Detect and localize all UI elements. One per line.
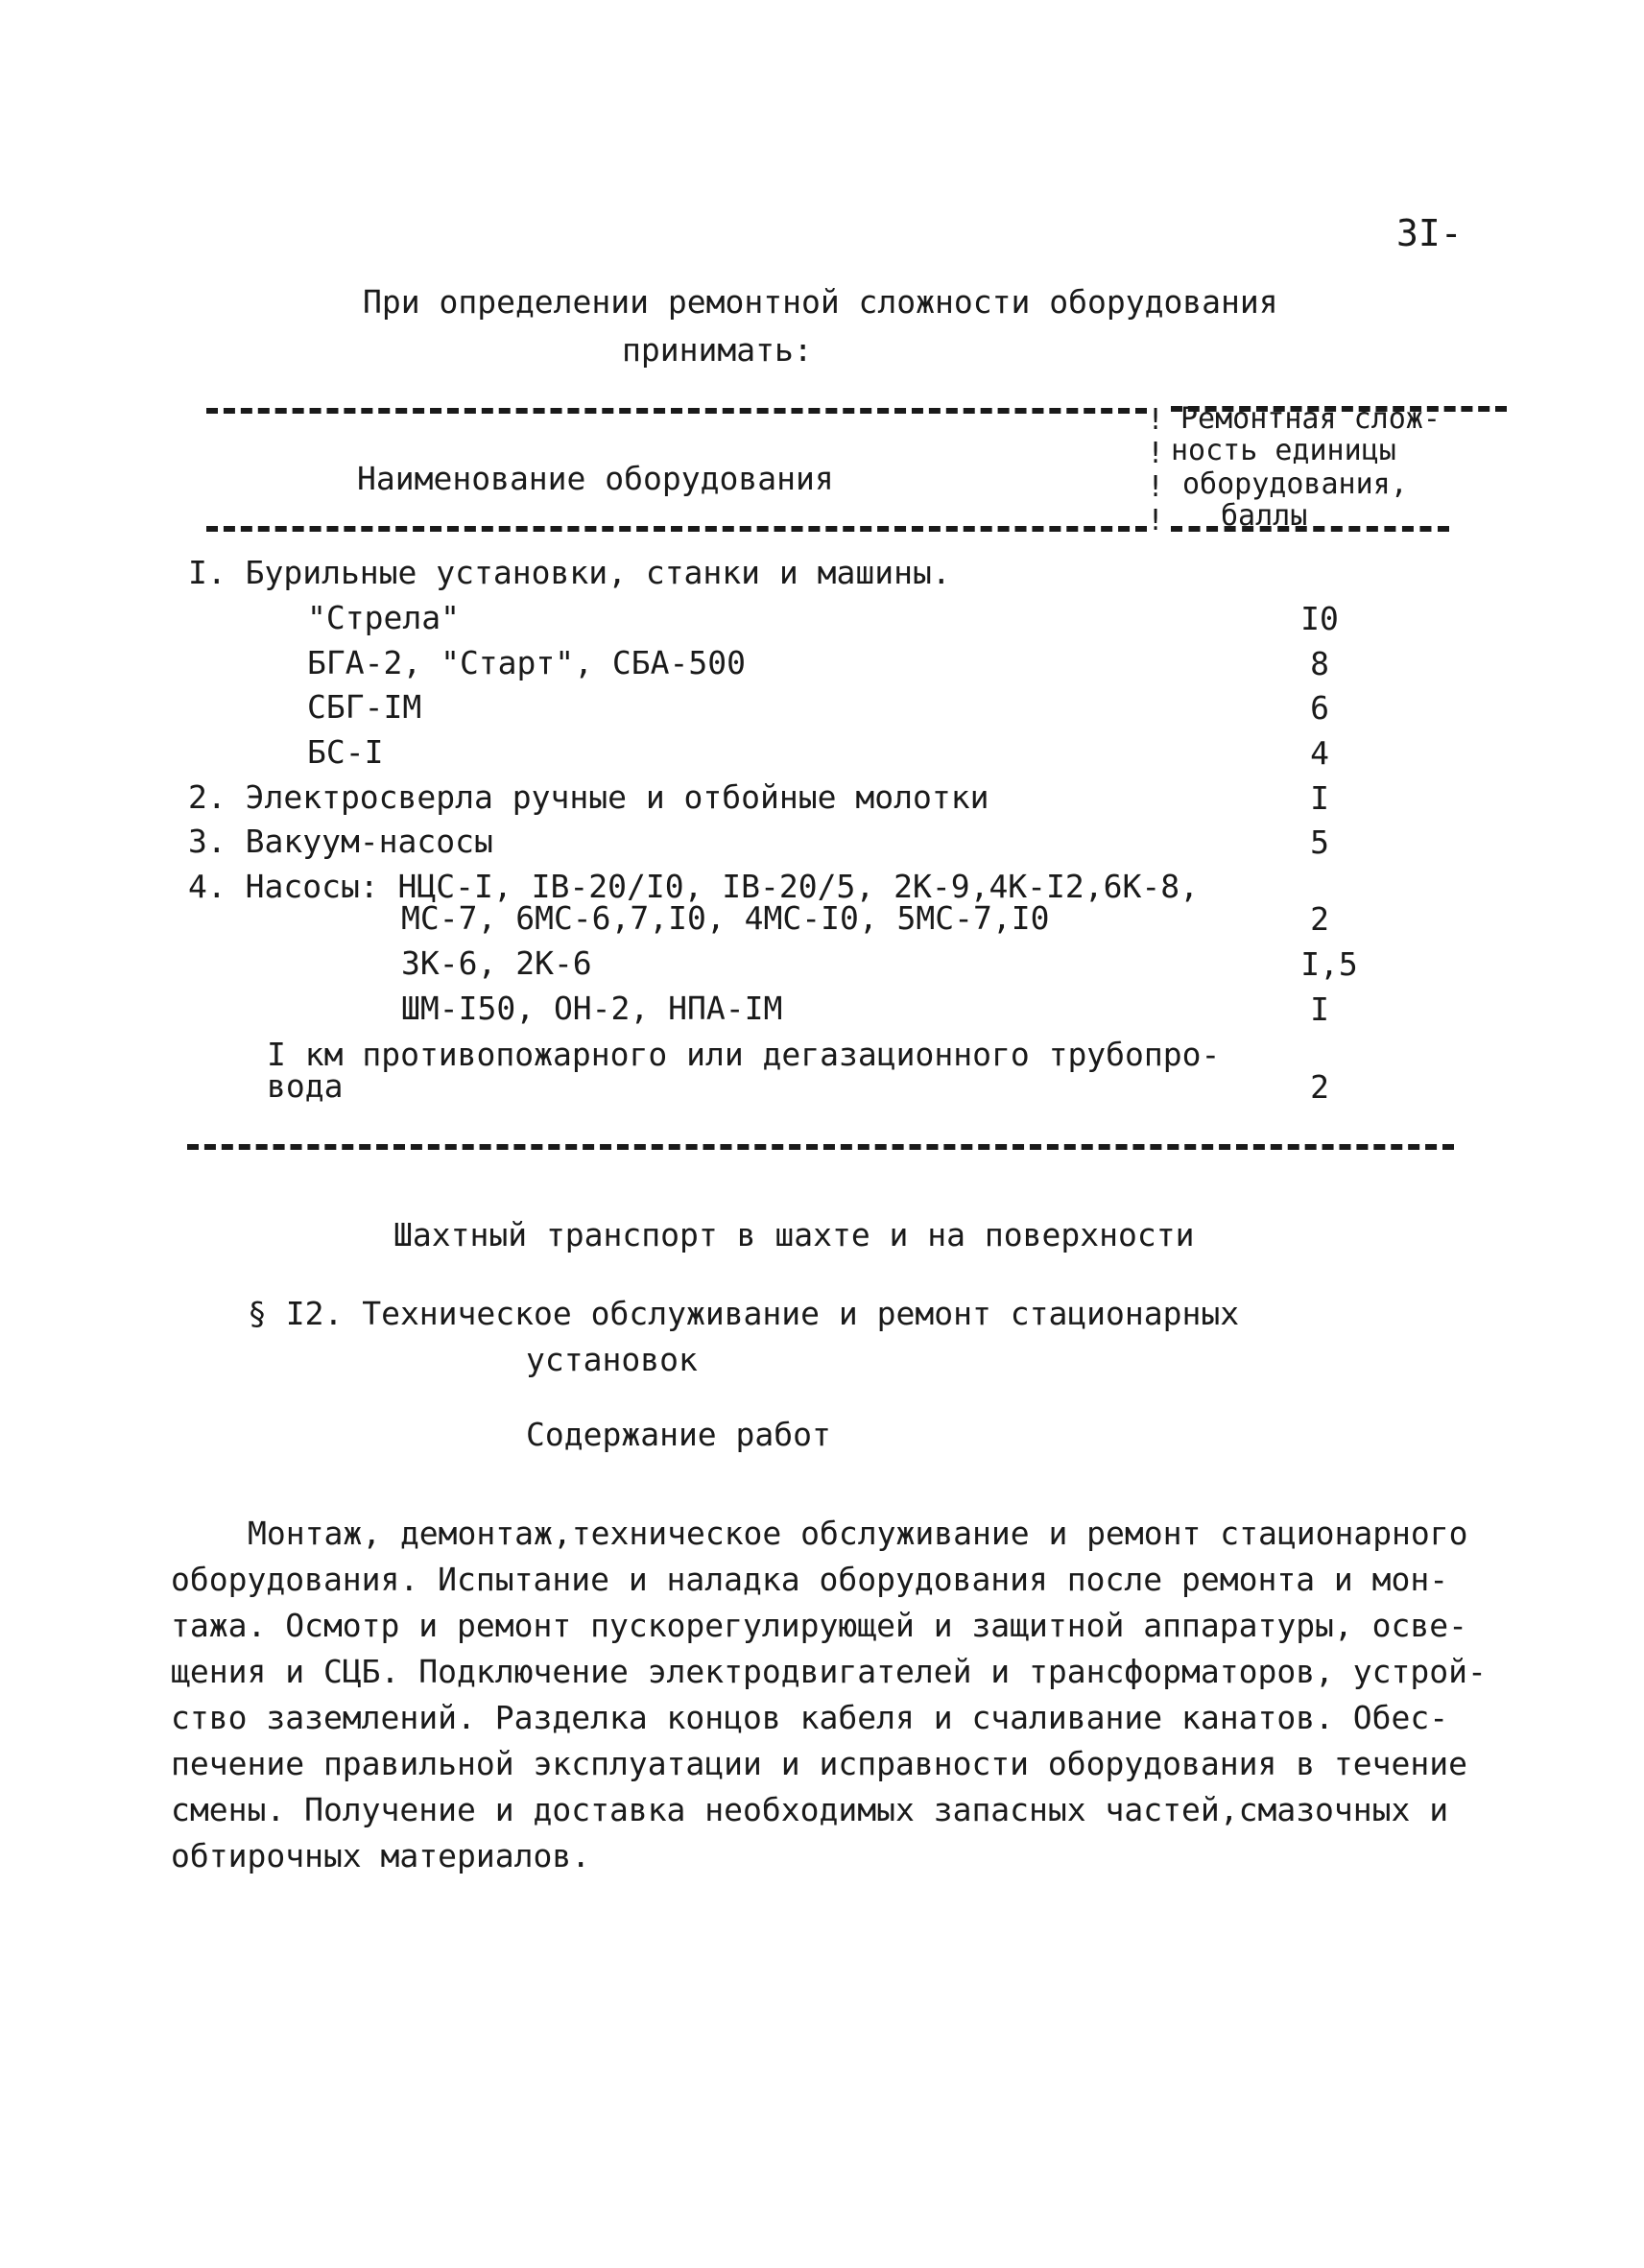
table-row-value: I,5	[1300, 945, 1358, 983]
table-row-text: 4. Насосы: НЦС-I, IВ-20/I0, IВ-20/5, 2К-9,4К-I2,6К-8,	[188, 868, 1199, 905]
column-separator: !	[1147, 403, 1165, 437]
body-line: обтирочных материалов.	[171, 1837, 591, 1874]
table-row-value: I	[1310, 779, 1329, 817]
column-separator: !	[1147, 504, 1165, 537]
header-value-line-4: баллы	[1221, 499, 1308, 533]
table-row-text: ШМ-I50, ОН-2, НПА-IМ	[401, 990, 783, 1027]
table-row-value: I	[1310, 991, 1329, 1028]
table-row-value: 2	[1310, 900, 1329, 938]
body-line: щения и СЦБ. Подключение электродвигателей и трансформаторов, устрой-	[171, 1653, 1487, 1690]
table-row-text: МС-7, 6МС-6,7,I0, 4МС-I0, 5МС-7,I0	[401, 899, 1050, 937]
intro-line-2: принимать:	[622, 331, 813, 369]
table-row-value: 4	[1310, 734, 1329, 772]
table-top-rule	[206, 408, 1147, 414]
header-value-line-2: ность единицы	[1171, 434, 1396, 467]
paragraph-heading-line-1: § I2. Техническое обслуживание и ремонт стационарных	[248, 1295, 1240, 1332]
body-line: оборудования. Испытание и наладка оборудования после ремонта и мон-	[171, 1561, 1449, 1598]
body-line: тажа. Осмотр и ремонт пускорегулирующей и защитной аппаратуры, осве-	[171, 1607, 1468, 1644]
table-row-text: "Стрела"	[307, 599, 460, 636]
content-heading: Содержание работ	[526, 1416, 831, 1453]
body-line: печение правильной эксплуатации и исправности оборудования в течение	[171, 1745, 1468, 1782]
table-bottom-rule	[187, 1144, 1454, 1150]
column-separator: !	[1147, 437, 1165, 470]
table-row-text: I. Бурильные установки, станки и машины.	[188, 554, 951, 591]
table-row-text: 3. Вакуум-насосы	[188, 823, 493, 860]
table-row-value: 2	[1310, 1068, 1329, 1106]
table-header-rule-right	[1171, 526, 1449, 532]
table-row-text: I км противопожарного или дегазационного трубопро-	[267, 1036, 1221, 1073]
table-row-value: I0	[1300, 600, 1339, 637]
table-header-rule	[206, 526, 1147, 532]
intro-line-1: При определении ремонтной сложности оборудования	[363, 283, 1278, 321]
table-row-value: 6	[1310, 689, 1329, 727]
table-row-text: 3К-6, 2К-6	[401, 944, 592, 982]
table-row-value: 5	[1310, 824, 1329, 861]
body-line: Монтаж, демонтаж,техническое обслуживание и ремонт стационарного	[248, 1515, 1468, 1552]
header-equipment-name: Наименование оборудования	[357, 460, 834, 497]
table-row-text: СБГ-IМ	[307, 688, 422, 726]
table-row-text: БС-I	[307, 733, 384, 771]
header-value-line-3: оборудования,	[1182, 467, 1408, 501]
paragraph-heading-line-2: установок	[526, 1341, 698, 1378]
table-row-value: 8	[1310, 645, 1329, 682]
table-row-text: вода	[267, 1067, 344, 1105]
body-line: смены. Получение и доставка необходимых запасных частей,смазочных и	[171, 1791, 1449, 1828]
table-row-text: БГА-2, "Старт", СБА-500	[307, 644, 746, 681]
table-row-text: 2. Электросверла ручные и отбойные молотки	[188, 778, 989, 816]
page-number: 3I-	[1396, 212, 1463, 254]
body-line: ство заземлений. Разделка концов кабеля и счаливание канатов. Обес-	[171, 1699, 1449, 1736]
section-heading: Шахтный транспорт в шахте и на поверхности	[393, 1216, 1195, 1253]
header-value-line-1: Ремонтная слож-	[1180, 402, 1441, 436]
column-separator: !	[1147, 470, 1165, 504]
